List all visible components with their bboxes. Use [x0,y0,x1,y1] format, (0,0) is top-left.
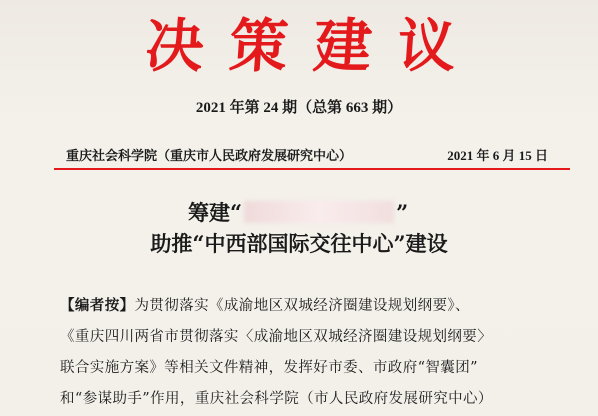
masthead-title [143,6,458,80]
masthead-char: 议 [395,12,458,80]
editor-note-line: 《重庆四川两省市贯彻落实〈成渝地区双城经济圈建设规划纲要〉 [60,329,493,345]
red-divider [54,168,570,170]
editor-note [60,290,580,415]
editor-note-line: 联合实施方案》等相关文件精神，发挥好市委、市政府“智囊团” [60,360,478,376]
title-line-2: 助推“中西部国际交往中心”建设 [150,231,448,256]
masthead-char: 决 [143,12,207,80]
editor-note-label: 【编者按】 [60,297,135,314]
publish-date: 2021 年 6 月 15 日 [447,148,548,163]
title-prefix: 筹建“ [188,200,243,225]
masthead-char: 策 [227,12,291,80]
editor-note-text: 为贯彻落实《成渝地区双城经济圈建设规划纲要》、 [134,298,470,314]
editor-note-line [60,290,580,322]
masthead-char: 建 [311,12,375,80]
redacted-area [244,201,394,223]
issue-number: 2021 年第 24 期（总第 663 期） [195,100,403,116]
title-line-1 [188,197,408,227]
editor-note-line: 和“参谋助手”作用，重庆社会科学院（市人民政府发展研究中心） [60,391,493,407]
title-suffix: ” [396,199,409,225]
institution-name: 重庆社会科学院（重庆市人民政府发展研究中心） [66,149,353,164]
